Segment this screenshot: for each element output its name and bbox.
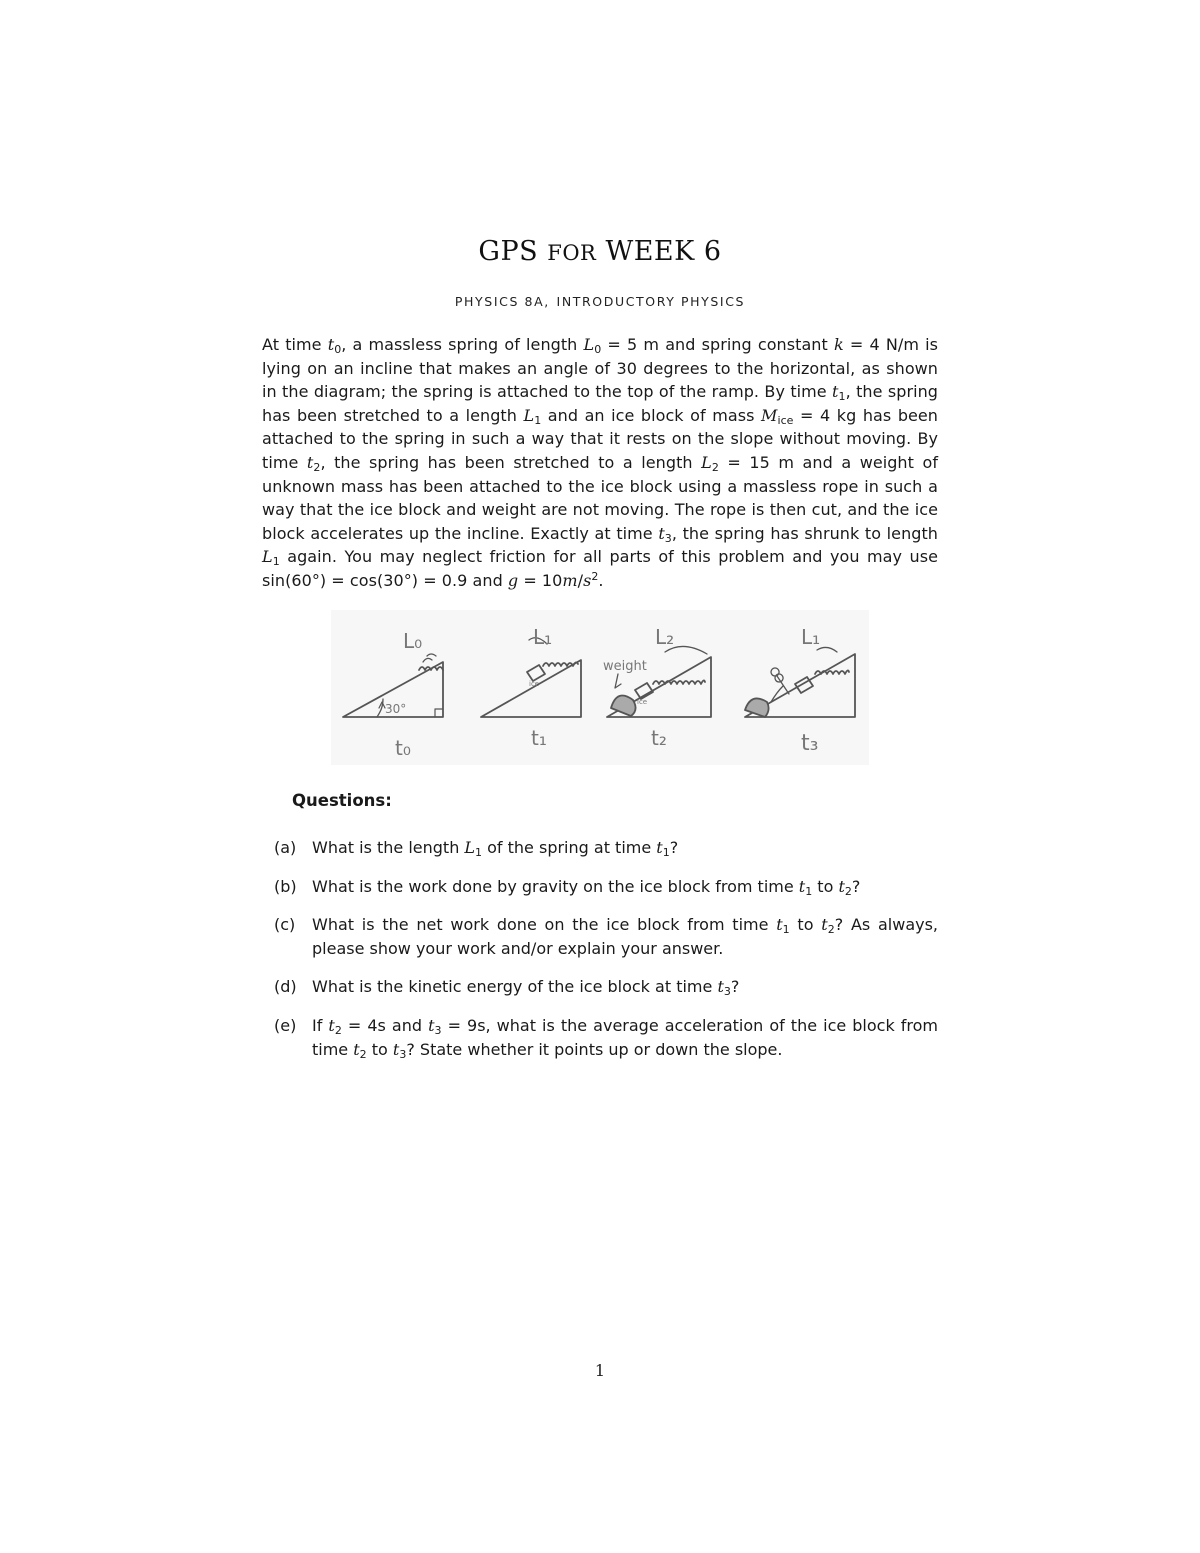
question-label: (e) [274, 1015, 297, 1035]
label-t0: t₀ [395, 736, 411, 760]
question-d: (d) What is the kinetic energy of the ice block at time $t_3$? [274, 977, 740, 999]
question-e: (e) If $t_2 = 4s$ and $t_3 = 9s$, what is the average acceleration of the ice block from time $t_2$ to $t_3$? State whether it points up or down the slope. [274, 1015, 938, 1061]
spring-t2 [653, 680, 705, 684]
question-label: (c) [274, 915, 296, 935]
label-t1: t₁ [531, 726, 547, 750]
questions-list [274, 836, 938, 1076]
spring-t3 [815, 670, 849, 674]
problem-statement: At time $t_0$, a massless spring of length $L_0 = 5$ m and spring constant k = 4 N/m is lying on an incline that makes an angle of 30 degrees to the horizontal, as shown in the diagram; the spring is attached to the top of the ramp. By time $t_1$, the spring has been stretched to a length $L_1$ and an ice block of mass $M_{ice} = 4$ kg has been attached to the spring in such a way that it rests on the slope without moving. By time $t_2$, the spring has been stretched to a length $L_2 = 15$ m and a weight of unknown mass has been attached to the ice block using a massless rope in such a way that the ice block and weight are not moving. The rope is then cut, and the ice block accelerates up the incline. Exactly at time $t_3$, the spring has shrunk to length $L_1$ again. You may neglect friction for all parts of this problem and you may use sin(60°) = cos(30°) = 0.9 and $g = 10m/s^2$. [262, 335, 938, 590]
incline-sketch-svg [331, 610, 869, 765]
label-weight: weight [603, 659, 647, 674]
spring-t1 [543, 662, 578, 666]
question-c: (c) What is the net work done on the ice block from time $t_1$ to $t_2$? As always, please show your work and/or explain your answer. [274, 915, 939, 958]
ramp-t1 [481, 660, 581, 717]
question-label: (a) [274, 838, 297, 857]
page-title: GPS FOR WEEK 6 [478, 236, 722, 267]
spring-t0 [419, 667, 443, 670]
title-small-caps: FOR [547, 241, 597, 265]
panel-t2 [607, 646, 711, 717]
label-L1: L₁ [533, 625, 553, 649]
page-number: 1 [594, 1361, 606, 1380]
panel-t3 [745, 647, 855, 717]
incline-diagram [331, 610, 869, 765]
question-a: (a) What is the length $L_1$ of the spring at time $t_1$? [274, 838, 679, 859]
question-label: (b) [274, 876, 297, 896]
label-L1-t3: L₁ [801, 625, 821, 649]
label-t2: t₂ [651, 726, 667, 750]
label-t3: t₃ [801, 731, 819, 756]
page-subtitle: PHYSICS 8A, INTRODUCTORY PHYSICS [454, 294, 746, 309]
label-ice-t1: ice [529, 680, 540, 688]
panel-t1 [481, 638, 581, 717]
label-angle: 30° [385, 702, 407, 716]
label-L0: L₀ [403, 629, 423, 653]
ice-block-t1 [527, 665, 545, 681]
label-L2: L₂ [655, 625, 675, 649]
label-ice-t2: ice [637, 698, 648, 706]
question-label: (d) [274, 977, 297, 997]
question-b: (b) What is the work done by gravity on the ice block from time $t_1$ to $t_2$? [274, 876, 861, 898]
questions-heading: Questions: [292, 791, 392, 810]
